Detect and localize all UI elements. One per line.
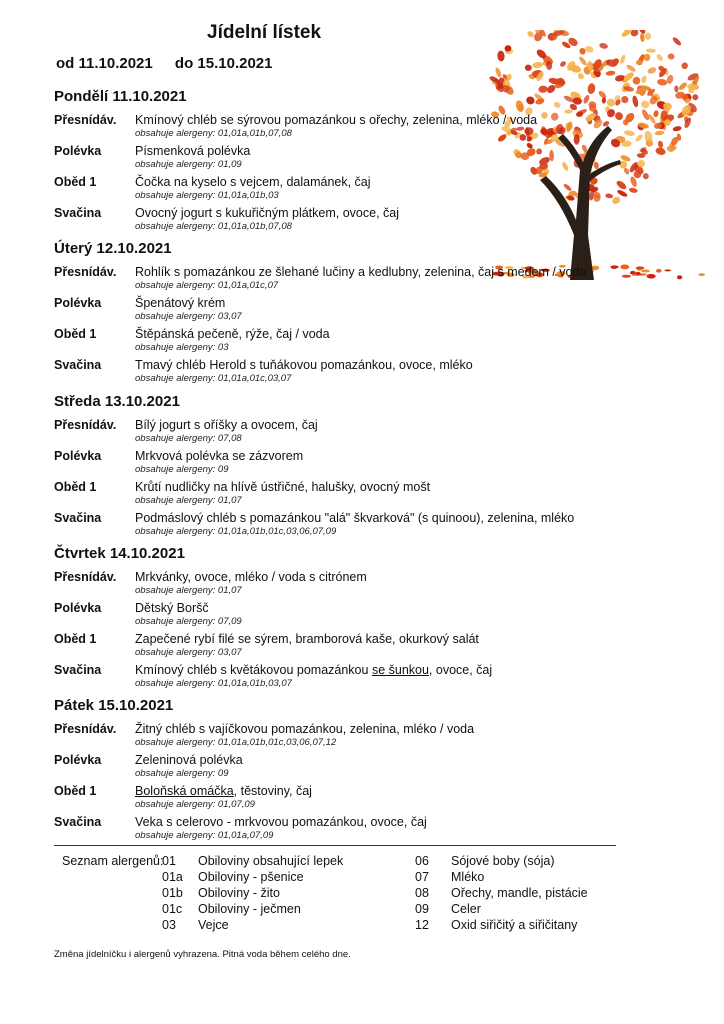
legend-name: Oxid siřičitý a siřičitany: [451, 918, 578, 932]
legend-item: [162, 886, 280, 900]
meal-allergens: obsahuje alergeny: 01,01a,01b,07,08: [135, 128, 292, 139]
footer-note: Změna jídelníčku i alergenů vyhrazena. Pitná voda během celého dne.: [54, 949, 351, 960]
meal-label: Polévka: [54, 753, 102, 767]
legend-item: [415, 870, 484, 884]
meal-row: [54, 113, 654, 144]
meal-row: [54, 327, 654, 358]
day-title: Čtvrtek 14.10.2021: [54, 545, 185, 562]
meal-row: [54, 632, 654, 663]
date-from: od 11.10.2021: [56, 55, 153, 72]
legend-code: 03: [162, 918, 176, 932]
day-title: Pondělí 11.10.2021: [54, 88, 187, 105]
legend-name: Obiloviny - ječmen: [198, 902, 301, 916]
legend-item: [162, 854, 343, 868]
meal-row: [54, 175, 654, 206]
meal-text-part: Kmínový chléb s květákovou pomazánkou: [135, 663, 372, 677]
meal-row: [54, 601, 654, 632]
meal-text: Špenátový krém: [135, 296, 226, 310]
meal-label: Svačina: [54, 206, 102, 220]
meal-allergens: obsahuje alergeny: 09: [135, 464, 229, 475]
meal-label: Svačina: [54, 511, 102, 525]
meal-allergens: obsahuje alergeny: 07,08: [135, 433, 242, 444]
legend-title: Seznam alergenů:: [62, 854, 164, 868]
meal-row: [54, 480, 654, 511]
meal-text: Veka s celerovo - mrkvovou pomazánkou, ovoce, čaj: [135, 815, 427, 829]
meal-label: Přesnídáv.: [54, 113, 117, 127]
day-title: Úterý 12.10.2021: [54, 240, 172, 257]
meal-allergens: obsahuje alergeny: 03: [135, 342, 229, 353]
legend-name: Mléko: [451, 870, 485, 884]
meal-allergens: obsahuje alergeny: 01,01a,01b,01c,03,06,07,09: [135, 526, 337, 537]
meal-label: Polévka: [54, 144, 102, 158]
meal-row: [54, 570, 654, 601]
meal-row: [54, 449, 654, 480]
meal-text-part: , těstoviny, čaj: [233, 784, 312, 798]
legend-code: 12: [415, 918, 429, 932]
legend-name: Ořechy, mandle, pistácie: [451, 886, 588, 900]
meal-text: Čočka na kyselo s vejcem, dalamánek, čaj: [135, 175, 371, 189]
meal-allergens: obsahuje alergeny: 01,01a,01c,03,07: [135, 373, 292, 384]
meal-row: [54, 296, 654, 327]
legend-code: 01: [162, 854, 176, 868]
meal-row: [54, 265, 654, 296]
legend-item: [415, 886, 588, 900]
meal-text-underlined: se šunkou: [371, 663, 429, 677]
meal-row: [54, 753, 654, 784]
date-range: [56, 55, 273, 72]
meal-text: Bílý jogurt s oříšky a ovocem, čaj: [135, 418, 318, 432]
legend-name: Obiloviny obsahující lepek: [198, 854, 344, 868]
date-to: do 15.10.2021: [174, 55, 273, 72]
meal-label: Polévka: [54, 449, 102, 463]
meal-label: Oběd 1: [54, 632, 97, 646]
meal-label: Oběd 1: [54, 327, 97, 341]
legend-name: Obiloviny - žito: [198, 886, 280, 900]
meal-row: [54, 511, 654, 542]
meal-label: Oběd 1: [54, 784, 97, 798]
legend-code: 01c: [162, 902, 183, 916]
meal-allergens: obsahuje alergeny: 01,01a,01b,03: [135, 190, 279, 201]
legend-item: [162, 902, 301, 916]
legend-code: 07: [415, 870, 429, 884]
meal-allergens: obsahuje alergeny: 01,07,09: [135, 799, 255, 810]
meal-text: Štěpánská pečeně, rýže, čaj / voda: [135, 327, 330, 341]
meal-text: Rohlík s pomazánkou ze šlehané lučiny a kedlubny, zelenina, čaj s medem / voda: [135, 265, 587, 279]
legend-item: [162, 870, 304, 884]
meal-label: Polévka: [54, 601, 102, 615]
legend-name: Obiloviny - pšenice: [198, 870, 304, 884]
meal-text: Mrkvová polévka se zázvorem: [135, 449, 304, 463]
meal-label: Přesnídáv.: [54, 418, 117, 432]
meal-allergens: obsahuje alergeny: 01,01a,01b,03,07: [135, 678, 292, 689]
meal-allergens: obsahuje alergeny: 01,01a,01b,01c,03,06,07,12: [135, 737, 337, 748]
meal-label: Přesnídáv.: [54, 265, 117, 279]
legend-code: 01a: [162, 870, 183, 884]
meal-allergens: obsahuje alergeny: 01,01a,07,09: [135, 830, 274, 841]
meal-row: [54, 144, 654, 175]
meal-text: [135, 663, 492, 677]
legend-name: Vejce: [198, 918, 229, 932]
meal-text: Zeleninová polévka: [135, 753, 243, 767]
meal-row: [54, 784, 654, 815]
meal-row: [54, 722, 654, 753]
meal-allergens: obsahuje alergeny: 01,01a,01c,07: [135, 280, 279, 291]
meal-text: Zapečené rybí filé se sýrem, bramborová kaše, okurkový salát: [135, 632, 479, 646]
day-block: [54, 88, 654, 237]
meal-allergens: obsahuje alergeny: 03,07: [135, 311, 242, 322]
meal-label: Přesnídáv.: [54, 722, 117, 736]
meal-allergens: obsahuje alergeny: 03,07: [135, 647, 242, 658]
meal-label: Oběd 1: [54, 175, 97, 189]
meal-row: [54, 358, 654, 389]
day-block: [54, 240, 654, 389]
meal-text-part: , ovoce, čaj: [428, 663, 493, 677]
legend-item: [415, 902, 481, 916]
meal-text: [135, 784, 312, 798]
legend-item: [162, 918, 229, 932]
meal-text: Dětský Boršč: [135, 601, 209, 615]
meal-allergens: obsahuje alergeny: 07,09: [135, 616, 242, 627]
meal-allergens: obsahuje alergeny: 01,07: [135, 495, 242, 506]
meal-label: Polévka: [54, 296, 102, 310]
meal-allergens: obsahuje alergeny: 01,07: [135, 585, 242, 596]
legend-code: 08: [415, 886, 429, 900]
legend-name: Celer: [451, 902, 481, 916]
meal-text: Kmínový chléb se sýrovou pomazánkou s ořechy, zelenina, mléko / voda: [135, 113, 538, 127]
meal-allergens: obsahuje alergeny: 09: [135, 768, 229, 779]
legend-name: Sójové boby (sója): [451, 854, 555, 868]
day-block: [54, 697, 654, 846]
meal-label: Oběd 1: [54, 480, 97, 494]
meal-text: Písmenková polévka: [135, 144, 251, 158]
meal-label: Svačina: [54, 358, 102, 372]
meal-text-underlined: Boloňská omáčka: [135, 784, 234, 798]
day-title: Pátek 15.10.2021: [54, 697, 174, 714]
meal-allergens: obsahuje alergeny: 01,01a,01b,07,08: [135, 221, 292, 232]
meal-allergens: obsahuje alergeny: 01,09: [135, 159, 242, 170]
legend-item: [415, 854, 555, 868]
meal-label: Přesnídáv.: [54, 570, 117, 584]
legend-divider: [54, 845, 616, 846]
legend-code: 06: [415, 854, 429, 868]
legend-code: 01b: [162, 886, 183, 900]
meal-text: Krůtí nudličky na hlívě ústřičné, halušky, ovocný mošt: [135, 480, 431, 494]
legend-code: 09: [415, 902, 429, 916]
day-title: Středa 13.10.2021: [54, 393, 180, 410]
meal-text: Žitný chléb s vajíčkovou pomazánkou, zelenina, mléko / voda: [135, 722, 475, 736]
legend-item: [415, 918, 577, 932]
meal-row: [54, 206, 654, 237]
meal-row: [54, 663, 654, 694]
page-title: Jídelní lístek: [207, 22, 322, 43]
meal-label: Svačina: [54, 815, 102, 829]
meal-text: Ovocný jogurt s kukuřičným plátkem, ovoce, čaj: [135, 206, 399, 220]
meal-label: Svačina: [54, 663, 102, 677]
day-block: [54, 393, 654, 542]
meal-text: Tmavý chléb Herold s tuňákovou pomazánkou, ovoce, mléko: [135, 358, 473, 372]
meal-row: [54, 815, 654, 846]
meal-row: [54, 418, 654, 449]
day-block: [54, 545, 654, 694]
meal-text: Podmáslový chléb s pomazánkou "alá" škvarková" (s quinoou), zelenina, mléko: [135, 511, 575, 525]
meal-text: Mrkvánky, ovoce, mléko / voda s citrónem: [135, 570, 367, 584]
